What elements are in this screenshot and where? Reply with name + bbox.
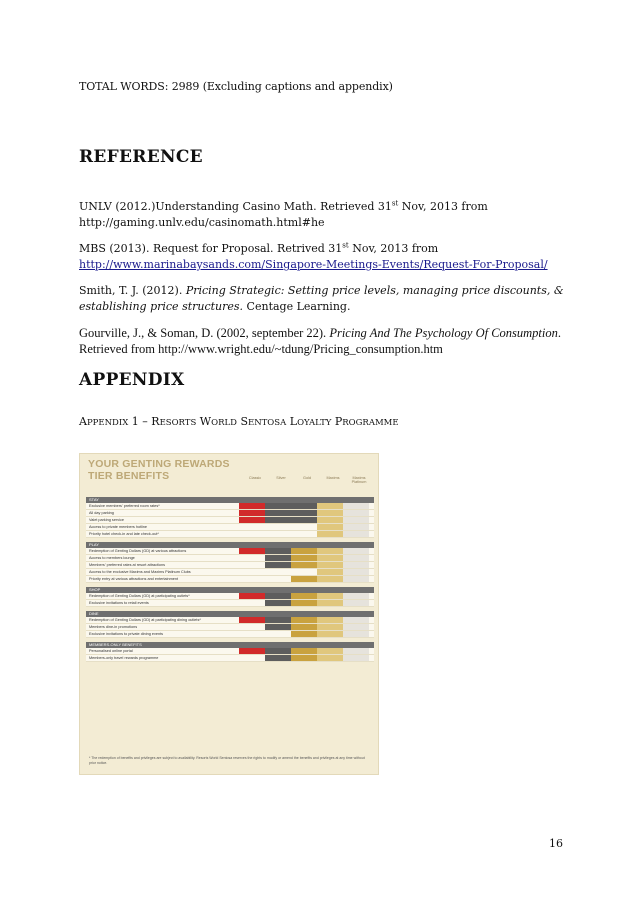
tier-cell: [343, 510, 369, 516]
tier-cell: [317, 600, 343, 606]
tier-row-label: Exclusive invitations to private dining events: [89, 632, 164, 636]
tier-header: Maxims: [326, 476, 340, 480]
tier-header: Silver: [276, 476, 286, 480]
tier-cell: [317, 524, 343, 530]
word-count: TOTAL WORDS: 2989 (Excluding captions and appendix): [79, 80, 393, 93]
tier-row-label: Access to members lounge: [89, 556, 135, 560]
tier-cell: [343, 531, 369, 537]
tier-section: DINE: [86, 611, 374, 617]
tier-footnote: * The redemption of benefits and privileges are subject to availability. Resorts World Sentosa reserves the rights to modify or amend the benefits and privileges at any time without prior notice.: [89, 756, 365, 765]
tier-row: [86, 562, 374, 569]
tier-cell: [343, 576, 369, 582]
tier-row: [86, 617, 374, 624]
tier-section: PLAY: [86, 542, 374, 548]
tier-row: [86, 576, 374, 583]
tier-row: [86, 593, 374, 600]
reference-4: Gourville, J., & Soman, D. (2002, september 22). Pricing And The Psychology Of Consumption. Retrieved from http://www.wright.edu/~tdung/Pricing_consumption.htm: [79, 326, 562, 356]
tier-cell: [343, 631, 369, 637]
tier-cell: [265, 655, 291, 661]
tier-row-label: Personalised online portal: [89, 649, 133, 653]
tier-cell: [291, 617, 317, 623]
tier-section: MEMBERS-ONLY BENEFITS: [86, 642, 374, 648]
tier-cell: [265, 517, 291, 523]
tier-cell: [317, 569, 343, 575]
tier-row: [86, 510, 374, 517]
tier-cell: [265, 531, 291, 537]
tier-cell: [291, 569, 317, 575]
tier-section: SHOP: [86, 587, 374, 593]
tier-title: YOUR GENTING REWARDS TIER BENEFITS: [88, 458, 230, 482]
tier-cell: [265, 648, 291, 654]
tier-cell: [291, 548, 317, 554]
tier-cell: [239, 555, 265, 561]
tier-header: Gold: [302, 476, 312, 480]
tier-row: [86, 624, 374, 631]
tier-grid: [86, 493, 374, 662]
tier-row: [86, 655, 374, 662]
tier-cell: [265, 624, 291, 630]
tier-cell: [343, 503, 369, 509]
tier-cell: [317, 548, 343, 554]
tier-cell: [291, 648, 317, 654]
tier-cell: [317, 576, 343, 582]
tier-row-label: Redemption of Genting Dollars (GD) at various attractions: [89, 549, 187, 553]
tier-row-label: Valet parking service: [89, 518, 124, 522]
tier-cell: [343, 648, 369, 654]
tier-cell: [265, 600, 291, 606]
tier-cell: [291, 555, 317, 561]
tier-cell: [343, 517, 369, 523]
tier-cell: [317, 631, 343, 637]
tier-cell: [317, 617, 343, 623]
tier-row-label: Exclusive invitations to retail events: [89, 601, 149, 605]
tier-cell: [239, 569, 265, 575]
tier-cell: [265, 631, 291, 637]
tier-cell: [291, 510, 317, 516]
tier-cell: [291, 517, 317, 523]
tier-cell: [343, 555, 369, 561]
tier-cell: [291, 531, 317, 537]
tier-row-label: All day parking: [89, 511, 114, 515]
tier-row: [86, 600, 374, 607]
tier-benefits-image: [79, 453, 379, 775]
tier-cell: [239, 631, 265, 637]
tier-cell: [317, 624, 343, 630]
tier-cell: [343, 569, 369, 575]
tier-cell: [291, 600, 317, 606]
tier-row-label: Access to private members hotline: [89, 525, 148, 529]
tier-cell: [239, 655, 265, 661]
tier-section: STAY: [86, 497, 374, 503]
tier-cell: [265, 617, 291, 623]
tier-row: [86, 569, 374, 576]
tier-cell: [317, 503, 343, 509]
tier-cell: [291, 631, 317, 637]
tier-cell: [265, 510, 291, 516]
tier-header: Classic: [248, 476, 262, 480]
appendix-subheading: APPENDIX 1 – RESORTS WORLD SENTOSA LOYALTY PROGRAMME: [79, 415, 399, 428]
tier-cell: [291, 503, 317, 509]
tier-header: Maxims Platinum: [351, 476, 367, 484]
tier-cell: [317, 593, 343, 599]
tier-cell: [265, 503, 291, 509]
tier-cell: [291, 593, 317, 599]
tier-cell: [239, 593, 265, 599]
tier-row: [86, 631, 374, 638]
tier-cell: [291, 524, 317, 530]
tier-cell: [343, 548, 369, 554]
tier-cell: [239, 524, 265, 530]
tier-cell: [265, 569, 291, 575]
tier-cell: [265, 524, 291, 530]
tier-cell: [343, 562, 369, 568]
tier-cell: [291, 655, 317, 661]
appendix-heading: APPENDIX: [79, 370, 185, 390]
tier-cell: [317, 510, 343, 516]
tier-cell: [343, 600, 369, 606]
tier-row-label: Members' preferred rates at resort attractions: [89, 563, 166, 567]
tier-cell: [265, 562, 291, 568]
tier-cell: [239, 617, 265, 623]
tier-row-label: Priority hotel check-in and late check-out*: [89, 532, 159, 536]
reference-2: MBS (2013). Request for Proposal. Retrived 31st Nov, 2013 from http://www.marinabaysands.com/Singapore-Meetings-Events/Request-For-Proposal/: [79, 241, 548, 271]
tier-row-label: Members-only travel rewards programme: [89, 656, 159, 660]
tier-cell: [317, 555, 343, 561]
tier-cell: [317, 562, 343, 568]
reference-heading: REFERENCE: [79, 147, 203, 167]
tier-cell: [343, 617, 369, 623]
tier-row-label: Redemption of Genting Dollars (GD) at participating dining outlets*: [89, 618, 201, 622]
tier-cell: [265, 593, 291, 599]
reference-2-link[interactable]: http://www.marinabaysands.com/Singapore-Meetings-Events/Request-For-Proposal/: [79, 258, 548, 271]
page-number: 16: [549, 837, 563, 850]
tier-cell: [239, 576, 265, 582]
tier-cell: [239, 531, 265, 537]
tier-cell: [239, 517, 265, 523]
tier-row-label: Exclusive members' preferred room rates*: [89, 504, 160, 508]
tier-cell: [239, 562, 265, 568]
tier-row: [86, 524, 374, 531]
tier-cell: [239, 503, 265, 509]
tier-cell: [317, 648, 343, 654]
tier-cell: [265, 576, 291, 582]
reference-1: UNLV (2012.)Understanding Casino Math. Retrieved 31st Nov, 2013 from http://gaming.unlv.edu/casinomath.html#he: [79, 199, 488, 229]
tier-cell: [239, 600, 265, 606]
tier-cell: [317, 531, 343, 537]
tier-row: [86, 531, 374, 538]
tier-cell: [343, 624, 369, 630]
tier-cell: [291, 562, 317, 568]
tier-row-label: Members dine-in promotions: [89, 625, 138, 629]
tier-row-label: Access to the exclusive Maxims and Maxims Platinum Clubs: [89, 570, 191, 574]
tier-cell: [343, 524, 369, 530]
tier-cell: [265, 548, 291, 554]
reference-3: Smith, T. J. (2012). Pricing Strategic: Setting price levels, managing price discounts, & establishing price structures. Centage Learning.: [79, 284, 564, 313]
tier-row: [86, 517, 374, 524]
tier-row: [86, 555, 374, 562]
tier-row-label: Priority entry at various attractions and entertainment: [89, 577, 179, 581]
tier-row: [86, 648, 374, 655]
tier-row: [86, 548, 374, 555]
tier-row-label: Redemption of Genting Dollars (GD) at participating outlets*: [89, 594, 190, 598]
tier-cell: [239, 624, 265, 630]
tier-cell: [239, 548, 265, 554]
tier-cell: [239, 648, 265, 654]
tier-cell: [343, 593, 369, 599]
tier-cell: [265, 555, 291, 561]
tier-cell: [291, 624, 317, 630]
tier-cell: [317, 517, 343, 523]
tier-cell: [317, 655, 343, 661]
tier-cell: [343, 655, 369, 661]
tier-cell: [291, 576, 317, 582]
tier-row: [86, 503, 374, 510]
tier-cell: [239, 510, 265, 516]
